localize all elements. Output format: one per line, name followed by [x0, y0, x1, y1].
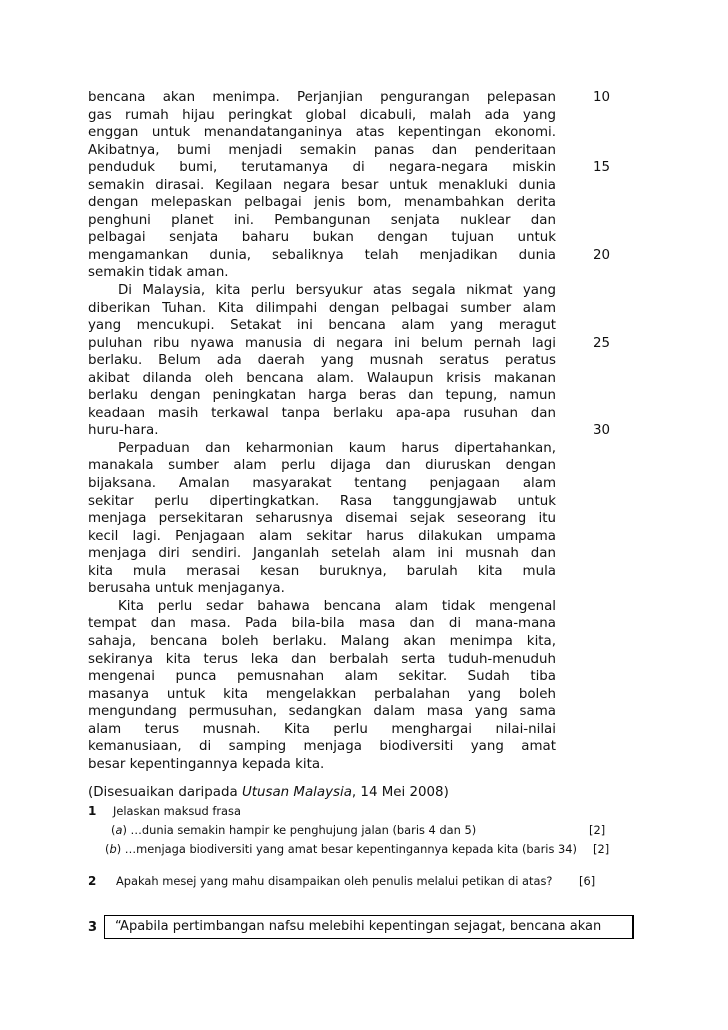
- passage-line: yang mencukupi. Setakat ini bencana alam yang meragut: [88, 318, 556, 334]
- question-3-quote: “Apabila pertimbangan nafsu melebihi kepentingan sejagat, bencana akan: [115, 919, 602, 934]
- passage-line: besar kepentingannya kepada kita.: [88, 756, 325, 772]
- passage-line: diberikan Tuhan. Kita dilimpahi dengan pelbagai sumber alam: [88, 300, 556, 316]
- line-number: 10: [593, 90, 611, 105]
- question-1b-letter: b: [109, 842, 117, 856]
- passage-line: Perpaduan dan keharmonian kaum harus dipertahankan,: [118, 440, 556, 456]
- line-number: 30: [593, 423, 611, 439]
- passage-line: berlaku. Belum ada daerah yang musnah seratus peratus: [88, 353, 556, 369]
- passage-line: Akibatnya, bumi menjadi semakin panas dan penderitaan: [88, 142, 556, 158]
- passage-line: keadaan masih terkawal tanpa berlaku apa-apa rusuhan dan: [88, 405, 556, 421]
- source-citation: [88, 784, 568, 802]
- question-2-text: Apakah mesej yang mahu disampaikan oleh penulis melalui petikan di atas?: [116, 874, 553, 888]
- passage-line: gas rumah hijau peringkat global dicabuli, malah ada yang: [88, 107, 556, 123]
- passage-line: menjaga diri sendiri. Janganlah setelah alam ini musnah dan: [88, 546, 556, 562]
- source-suffix: , 14 Mei 2008): [351, 785, 449, 800]
- passage-line: alam terus musnah. Kita perlu menghargai nilai-nilai: [88, 721, 556, 737]
- passage-line: menjaga persekitaran seharusnya disemai sejak seseorang itu: [88, 511, 556, 527]
- passage-line: Di Malaysia, kita perlu bersyukur atas segala nikmat yang: [118, 283, 556, 299]
- passage-line: penduduk bumi, terutamanya di negara-negara miskin: [88, 160, 556, 176]
- passage-line: mengenai punca pemusnahan alam sekitar. Sudah tiba: [88, 669, 556, 685]
- question-3-quote-box: [104, 915, 634, 939]
- question-1b: (b) …menjaga biodiversiti yang amat besar kepentingannya kepada kita (baris 34): [105, 842, 577, 856]
- question-2-number: 2: [88, 874, 97, 888]
- passage-line: berusaha untuk menjaganya.: [88, 581, 285, 597]
- passage-line: sahaja, bencana boleh berlaku. Malang akan menimpa kita,: [88, 633, 556, 649]
- passage-line: manakala sumber alam perlu dijaga dan diuruskan dengan: [88, 458, 556, 474]
- passage-line: akibat dilanda oleh bencana alam. Walaupun krisis makanan: [88, 370, 556, 386]
- passage-line: kita mula merasai kesan buruknya, barulah kita mula: [88, 563, 556, 579]
- question-2-marks: [6]: [579, 874, 596, 888]
- line-number: 20: [593, 247, 611, 263]
- passage-line: kecil lagi. Penjagaan alam sekitar harus dilakukan umpama: [88, 528, 556, 544]
- passage-line: dengan melepaskan pelbagai jenis bom, menambahkan derita: [88, 195, 556, 211]
- line-number: 15: [593, 160, 611, 176]
- question-1a-marks: [2]: [589, 823, 606, 837]
- passage-line: huru-hara.: [88, 423, 159, 439]
- passage-line: sekiranya kita terus leka dan berbalah serta tuduh-menuduh: [88, 651, 556, 667]
- passage-line: puluhan ribu nyawa manusia di negara ini belum pernah lagi: [88, 335, 556, 351]
- passage-line: kemanusiaan, di samping menjaga biodiversiti yang amat: [88, 739, 556, 755]
- passage-line: Kita perlu sedar bahawa bencana alam tidak mengenal: [118, 598, 556, 614]
- passage: [88, 89, 556, 773]
- line-number: 25: [593, 335, 611, 351]
- question-1-prompt: Jelaskan maksud frasa: [113, 804, 241, 818]
- passage-line: berlaku dengan peningkatan harga beras dan tepung, namun: [88, 388, 556, 404]
- passage-line: sekitar perlu dipertingkatkan. Rasa tanggungjawab untuk: [88, 493, 556, 509]
- passage-line: mengamankan dunia, sebaliknya telah menjadikan dunia: [88, 247, 556, 263]
- question-3-number: 3: [88, 920, 98, 935]
- question-1-number: 1: [88, 804, 97, 818]
- question-1a-letter: a: [115, 823, 123, 837]
- source-publication: Utusan Malaysia: [241, 785, 352, 800]
- passage-line: bencana akan menimpa. Perjanjian pengurangan pelepasan: [88, 90, 556, 105]
- passage-line: penghuni planet ini. Pembangunan senjata nuklear dan: [88, 212, 556, 228]
- passage-line: bijaksana. Amalan masyarakat tentang penjagaan alam: [88, 476, 556, 492]
- question-1b-marks: [2]: [593, 842, 610, 856]
- passage-line: mengundang permusuhan, sedangkan dalam masa yang sama: [88, 704, 556, 720]
- passage-line: enggan untuk menandatanganinya atas kepentingan ekonomi.: [88, 125, 556, 141]
- passage-line: tempat dan masa. Pada bila-bila masa dan di mana-mana: [88, 616, 556, 632]
- passage-line: semakin dirasai. Kegilaan negara besar untuk menakluki dunia: [88, 177, 556, 193]
- passage-line: pelbagai senjata baharu bukan dengan tujuan untuk: [88, 230, 556, 246]
- question-1a: (a) …dunia semakin hampir ke penghujung jalan (baris 4 dan 5): [111, 823, 477, 837]
- source-prefix: (Disesuaikan daripada: [88, 785, 242, 800]
- question-1b-text: …menjaga biodiversiti yang amat besar kepentingannya kepada kita (baris 34): [121, 842, 577, 856]
- question-1a-text: …dunia semakin hampir ke penghujung jalan (baris 4 dan 5): [126, 823, 477, 837]
- passage-line: semakin tidak aman.: [88, 265, 229, 281]
- passage-line: masanya untuk kita mengelakkan perbalahan yang boleh: [88, 686, 556, 702]
